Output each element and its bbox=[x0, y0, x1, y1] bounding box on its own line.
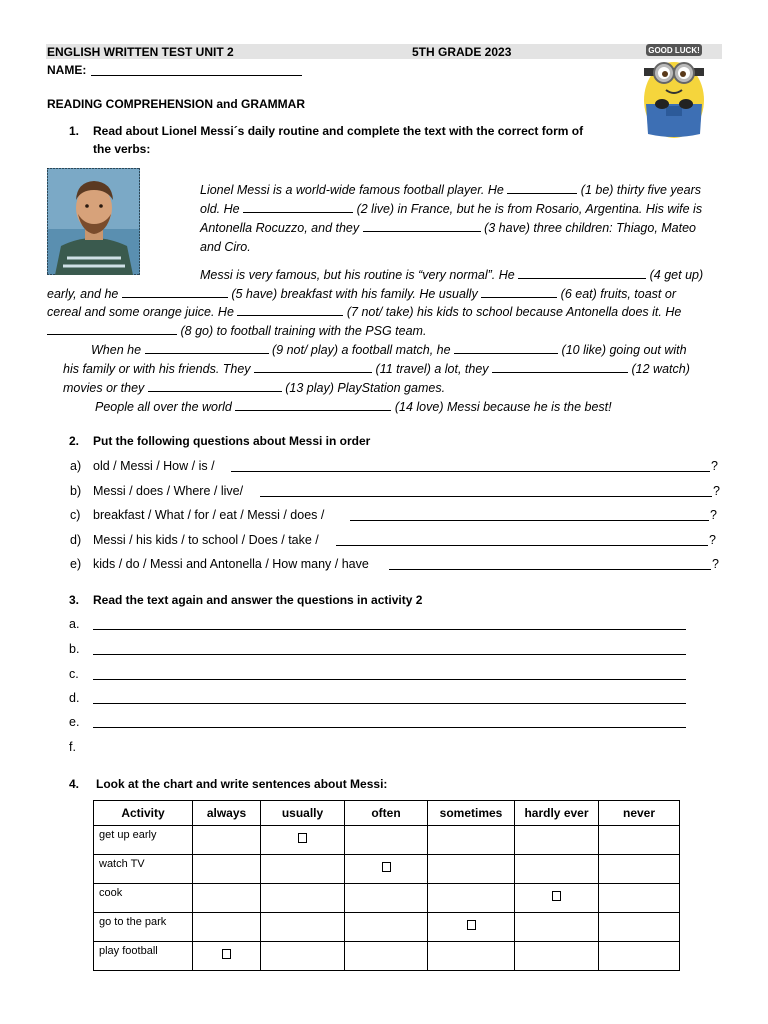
q1-line-4: and Ciro. bbox=[200, 240, 251, 254]
activity-cell: get up early bbox=[94, 826, 193, 855]
blank-7[interactable] bbox=[237, 304, 343, 316]
activity-cell: cook bbox=[94, 884, 193, 913]
q2-words-e: kids / do / Messi and Antonella / How many / have bbox=[93, 557, 369, 571]
minion-sticker bbox=[634, 42, 716, 140]
grade-year: 5TH GRADE 2023 bbox=[412, 45, 512, 59]
q1-instruction-cont: the verbs: bbox=[93, 142, 151, 156]
section-title: READING COMPREHENSION and GRAMMAR bbox=[47, 97, 306, 111]
q2-answer-line-e[interactable] bbox=[389, 569, 711, 570]
q2-instruction: Put the following questions about Messi in order bbox=[93, 434, 371, 448]
cell-never[interactable] bbox=[599, 913, 680, 942]
cell-often[interactable] bbox=[345, 913, 428, 942]
q2-words-a: old / Messi / How / is / bbox=[93, 459, 215, 473]
blank-14[interactable] bbox=[235, 399, 391, 411]
checkbox-icon bbox=[222, 949, 231, 959]
q2-qmark-c: ? bbox=[710, 508, 717, 522]
cell-sometimes[interactable] bbox=[428, 913, 515, 942]
q1-line-8: (8 go) to football training with the PSG team. bbox=[47, 322, 426, 341]
activity-cell: play football bbox=[94, 942, 193, 971]
q1-instruction: Read about Lionel Messi´s daily routine and complete the text with the correct form of bbox=[93, 124, 584, 138]
cell-always[interactable] bbox=[193, 913, 261, 942]
messi-photo bbox=[47, 168, 140, 275]
blank-9[interactable] bbox=[145, 342, 269, 354]
sticker-text: GOOD LUCK! bbox=[648, 46, 700, 55]
cell-usually[interactable] bbox=[261, 913, 345, 942]
table-row bbox=[94, 942, 680, 971]
cell-sometimes[interactable] bbox=[428, 826, 515, 855]
cell-never[interactable] bbox=[599, 884, 680, 913]
q3-answer-line-e[interactable] bbox=[93, 727, 686, 728]
test-title: ENGLISH WRITTEN TEST UNIT 2 bbox=[47, 45, 234, 59]
q3-letter-f: f. bbox=[69, 740, 76, 754]
q2-answer-line-a[interactable] bbox=[231, 471, 710, 472]
q3-instruction: Read the text again and answer the questions in activity 2 bbox=[93, 593, 423, 607]
name-line[interactable] bbox=[91, 75, 302, 76]
activity-cell: go to the park bbox=[94, 913, 193, 942]
q1-line-10: his family or with his friends. They (11 travel) a lot, they (12 watch) bbox=[63, 362, 690, 376]
q2-words-c: breakfast / What / for / eat / Messi / does / bbox=[93, 508, 325, 522]
table-row bbox=[94, 884, 680, 913]
q4-instruction: Look at the chart and write sentences about Messi: bbox=[96, 777, 388, 791]
q1-line-7: cereal and some orange juice. He (7 not/ take) his kids to school because Antonella does it. He bbox=[47, 305, 682, 319]
q3-answer-line-d[interactable] bbox=[93, 703, 686, 704]
q2-answer-line-c[interactable] bbox=[350, 520, 709, 521]
col-often: often bbox=[345, 801, 428, 826]
q3-letter-d: d. bbox=[69, 691, 80, 705]
col-activity: Activity bbox=[94, 801, 193, 826]
q2-letter-e: e) bbox=[70, 557, 82, 571]
minion-hand-right bbox=[679, 99, 693, 109]
cell-never[interactable] bbox=[599, 826, 680, 855]
blank-8[interactable] bbox=[47, 323, 177, 335]
q2-number: 2. bbox=[69, 434, 80, 448]
q2-qmark-a: ? bbox=[711, 459, 718, 473]
cell-often[interactable] bbox=[345, 884, 428, 913]
q2-qmark-b: ? bbox=[713, 484, 720, 498]
q2-letter-b: b) bbox=[70, 484, 82, 498]
cell-always[interactable] bbox=[193, 855, 261, 884]
blank-10[interactable] bbox=[454, 342, 558, 354]
table-row bbox=[94, 913, 680, 942]
q1-line-9: When he (9 not/ play) a football match, he (10 like) going out with bbox=[91, 343, 687, 357]
col-usually: usually bbox=[261, 801, 345, 826]
col-sometimes: sometimes bbox=[428, 801, 515, 826]
cell-always[interactable] bbox=[193, 826, 261, 855]
q1-line-5: Messi is very famous, but his routine is “very normal”. He (4 get up) bbox=[200, 268, 704, 282]
cell-usually[interactable] bbox=[261, 942, 345, 971]
q2-words-d: Messi / his kids / to school / Does / take / bbox=[93, 533, 319, 547]
col-always: always bbox=[193, 801, 261, 826]
col-hardly-ever: hardly ever bbox=[515, 801, 599, 826]
q2-letter-c: c) bbox=[70, 508, 81, 522]
cell-usually[interactable] bbox=[261, 826, 345, 855]
checkbox-icon bbox=[382, 862, 391, 872]
q3-answer-line-a[interactable] bbox=[93, 629, 686, 630]
q1-line-2: old. He (2 live) in France, but he is from Rosario, Argentina. His wife is bbox=[200, 202, 703, 216]
cell-never[interactable] bbox=[599, 855, 680, 884]
cell-usually[interactable] bbox=[261, 855, 345, 884]
cell-sometimes[interactable] bbox=[428, 942, 515, 971]
q2-answer-line-b[interactable] bbox=[260, 496, 712, 497]
q3-letter-e: e. bbox=[69, 715, 80, 729]
blank-13[interactable] bbox=[148, 380, 282, 392]
q3-letter-a: a. bbox=[69, 617, 80, 631]
checkbox-icon bbox=[298, 833, 307, 843]
q3-letter-c: c. bbox=[69, 667, 79, 681]
chart-header-row bbox=[94, 801, 680, 826]
q1-line-1: Lionel Messi is a world-wide famous football player. He (1 be) thirty five years bbox=[200, 183, 701, 197]
q1-number: 1. bbox=[69, 124, 80, 138]
cell-sometimes[interactable] bbox=[428, 884, 515, 913]
q3-answer-line-c[interactable] bbox=[93, 679, 686, 680]
cell-always[interactable] bbox=[193, 884, 261, 913]
blank-2[interactable] bbox=[243, 201, 353, 213]
q1-line-3: Antonella Rocuzzo, and they (3 have) three children: Thiago, Mateo bbox=[200, 221, 697, 235]
blank-3[interactable] bbox=[363, 220, 481, 232]
q3-letter-b: b. bbox=[69, 642, 80, 656]
cell-usually[interactable] bbox=[261, 884, 345, 913]
checkbox-icon bbox=[467, 920, 476, 930]
cell-sometimes[interactable] bbox=[428, 855, 515, 884]
q2-words-b: Messi / does / Where / live/ bbox=[93, 484, 244, 498]
cell-hardly-ever[interactable] bbox=[515, 855, 599, 884]
minion-hand-left bbox=[655, 99, 669, 109]
cell-often[interactable] bbox=[345, 826, 428, 855]
blank-12[interactable] bbox=[492, 361, 628, 373]
q2-letter-a: a) bbox=[70, 459, 82, 473]
q4-number: 4. bbox=[69, 777, 80, 791]
q2-qmark-e: ? bbox=[712, 557, 719, 571]
col-never: never bbox=[599, 801, 680, 826]
cell-hardly-ever[interactable] bbox=[515, 884, 599, 913]
blank-5[interactable] bbox=[122, 286, 228, 298]
cell-hardly-ever[interactable] bbox=[515, 826, 599, 855]
q2-qmark-d: ? bbox=[709, 533, 716, 547]
table-row bbox=[94, 826, 680, 855]
blank-11[interactable] bbox=[254, 361, 372, 373]
blank-6[interactable] bbox=[481, 286, 557, 298]
q2-letter-d: d) bbox=[70, 533, 82, 547]
q1-line-11: movies or they (13 play) PlayStation games. bbox=[63, 381, 446, 395]
cell-always[interactable] bbox=[193, 942, 261, 971]
checkbox-icon bbox=[552, 891, 561, 901]
activity-cell: watch TV bbox=[94, 855, 193, 884]
q3-number: 3. bbox=[69, 593, 80, 607]
frequency-chart bbox=[93, 800, 680, 971]
blank-1[interactable] bbox=[507, 182, 577, 194]
cell-never[interactable] bbox=[599, 942, 680, 971]
q2-answer-line-d[interactable] bbox=[336, 545, 708, 546]
q1-line-6: early, and he (5 have) breakfast with his family. He usually (6 eat) fruits, toast or bbox=[47, 287, 676, 301]
cell-hardly-ever[interactable] bbox=[515, 913, 599, 942]
q3-answer-line-b[interactable] bbox=[93, 654, 686, 655]
q1-line-12: People all over the world (14 love) Messi because he is the best! bbox=[95, 400, 612, 414]
cell-often[interactable] bbox=[345, 855, 428, 884]
name-label: NAME: bbox=[47, 63, 87, 77]
blank-4[interactable] bbox=[518, 267, 646, 279]
table-row bbox=[94, 855, 680, 884]
cell-hardly-ever[interactable] bbox=[515, 942, 599, 971]
cell-often[interactable] bbox=[345, 942, 428, 971]
